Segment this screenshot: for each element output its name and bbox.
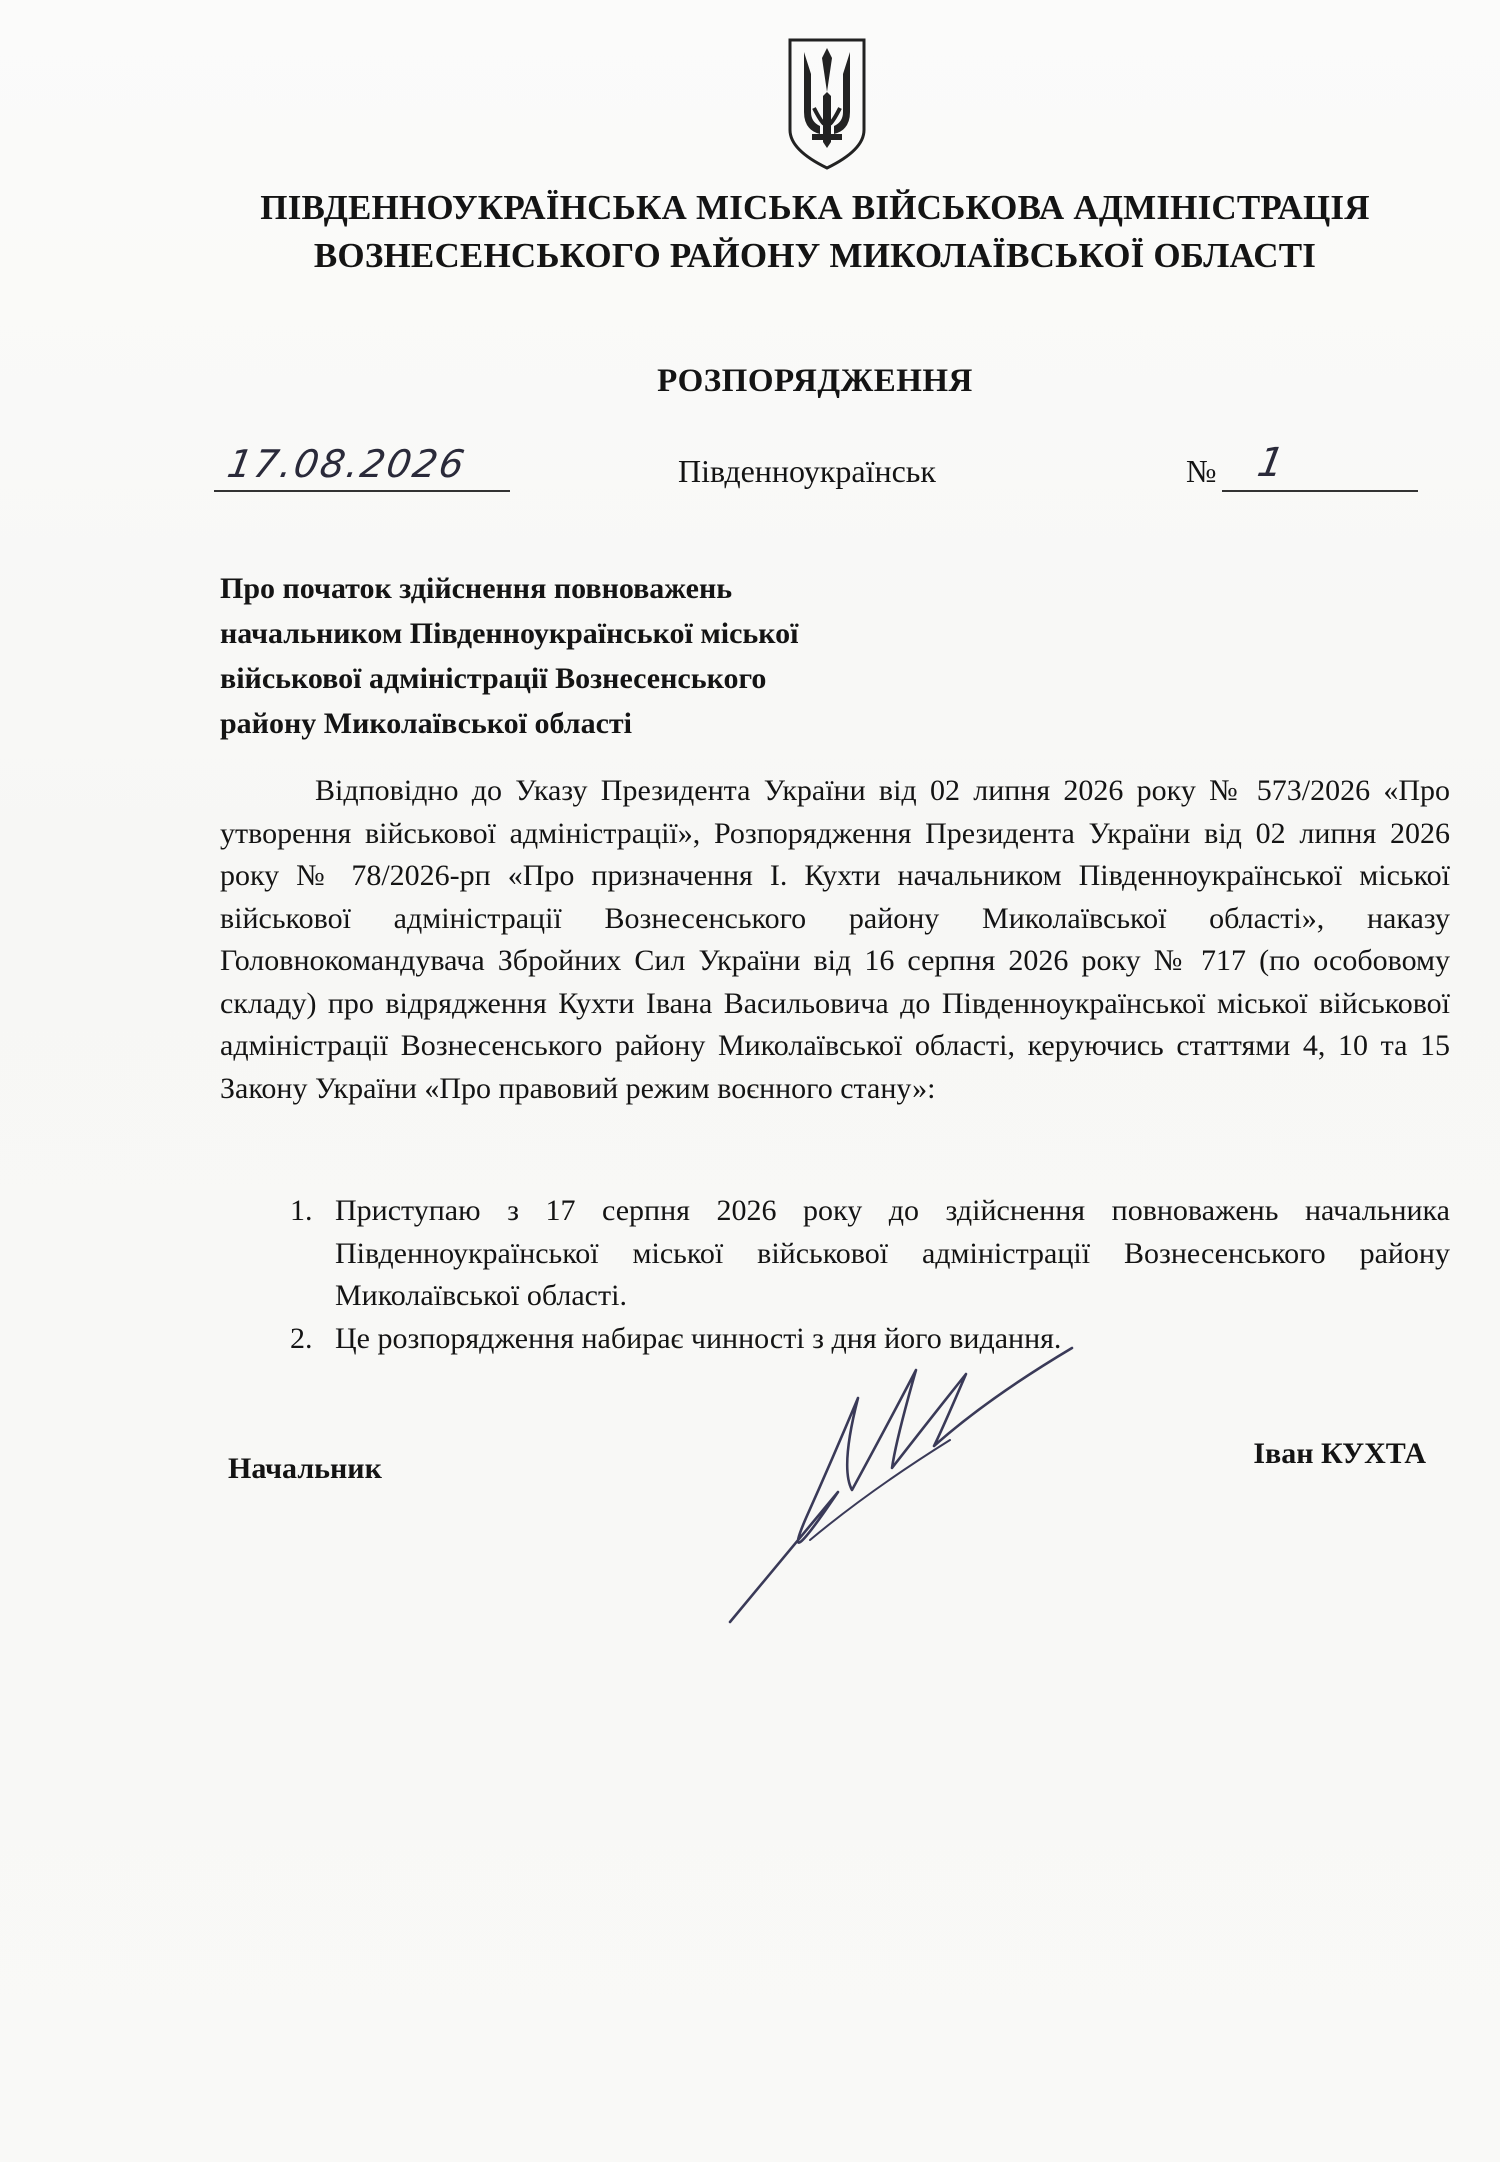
organization-title-line-1: ПІВДЕННОУКРАЇНСЬКА МІСЬКА ВІЙСЬКОВА АДМІНІСТРАЦІЯ <box>260 188 1370 227</box>
handwritten-signature <box>720 1340 1080 1630</box>
item-text: Приступаю з 17 серпня 2026 року до здійснення повноважень начальника Південноукраїнської міської військової адміністрації Вознесенського району Миколаївської області. <box>335 1194 1450 1312</box>
tryzub-emblem-icon <box>784 34 870 172</box>
number-label: № <box>1186 453 1217 489</box>
document-subject <box>220 566 980 746</box>
document-type: РОЗПОРЯДЖЕННЯ <box>657 363 973 399</box>
number-field <box>1222 440 1418 492</box>
date-field <box>214 440 510 492</box>
subject-line-1: Про початок здійснення повноважень <box>220 572 733 605</box>
organization-title-line-2: ВОЗНЕСЕНСЬКОГО РАЙОНУ МИКОЛАЇВСЬКОЇ ОБЛАСТІ <box>313 236 1317 275</box>
item-text: Це розпорядження набирає чинності з дня його видання. <box>335 1321 1062 1355</box>
city-name: Південноукраїнськ <box>678 453 936 489</box>
signatory-title: Начальник <box>228 1452 382 1485</box>
handwritten-number: 1 <box>1253 440 1288 486</box>
order-item <box>290 1190 1450 1318</box>
item-number: 1. <box>290 1194 313 1227</box>
signatory-name: Іван КУХТА <box>1253 1437 1426 1470</box>
subject-line-2: начальником Південноукраїнської міської <box>220 617 799 650</box>
subject-line-3: військової адміністрації Вознесенського <box>220 662 767 695</box>
handwritten-date: 17.08.2026 <box>224 442 470 486</box>
organization-title <box>150 184 1480 280</box>
order-items-list <box>290 1190 1450 1360</box>
preamble-paragraph: Відповідно до Указу Президента України від 02 липня 2026 року № 573/2026 «Про утворення військової адміністрації», Розпорядження Президента України від 02 липня 2026 року № 78/2026-рп «Про призначення І. Кухти начальником Південноукраїнської міської військової адміністрації Вознесенського району Миколаївської області», наказу Головнокомандувача Збройних Сил України від 16 серпня 2026 року № 717 (по особовому складу) про відрядження Кухти Івана Васильовича до Південноукраїнської міської військової адміністрації Вознесенського району Миколаївської області, керуючись статтями 4, 10 та 15 Закону України «Про правовий режим воєнного стану»: <box>220 774 1450 1105</box>
item-number: 2. <box>290 1321 313 1355</box>
subject-line-4: району Миколаївської області <box>220 707 632 740</box>
